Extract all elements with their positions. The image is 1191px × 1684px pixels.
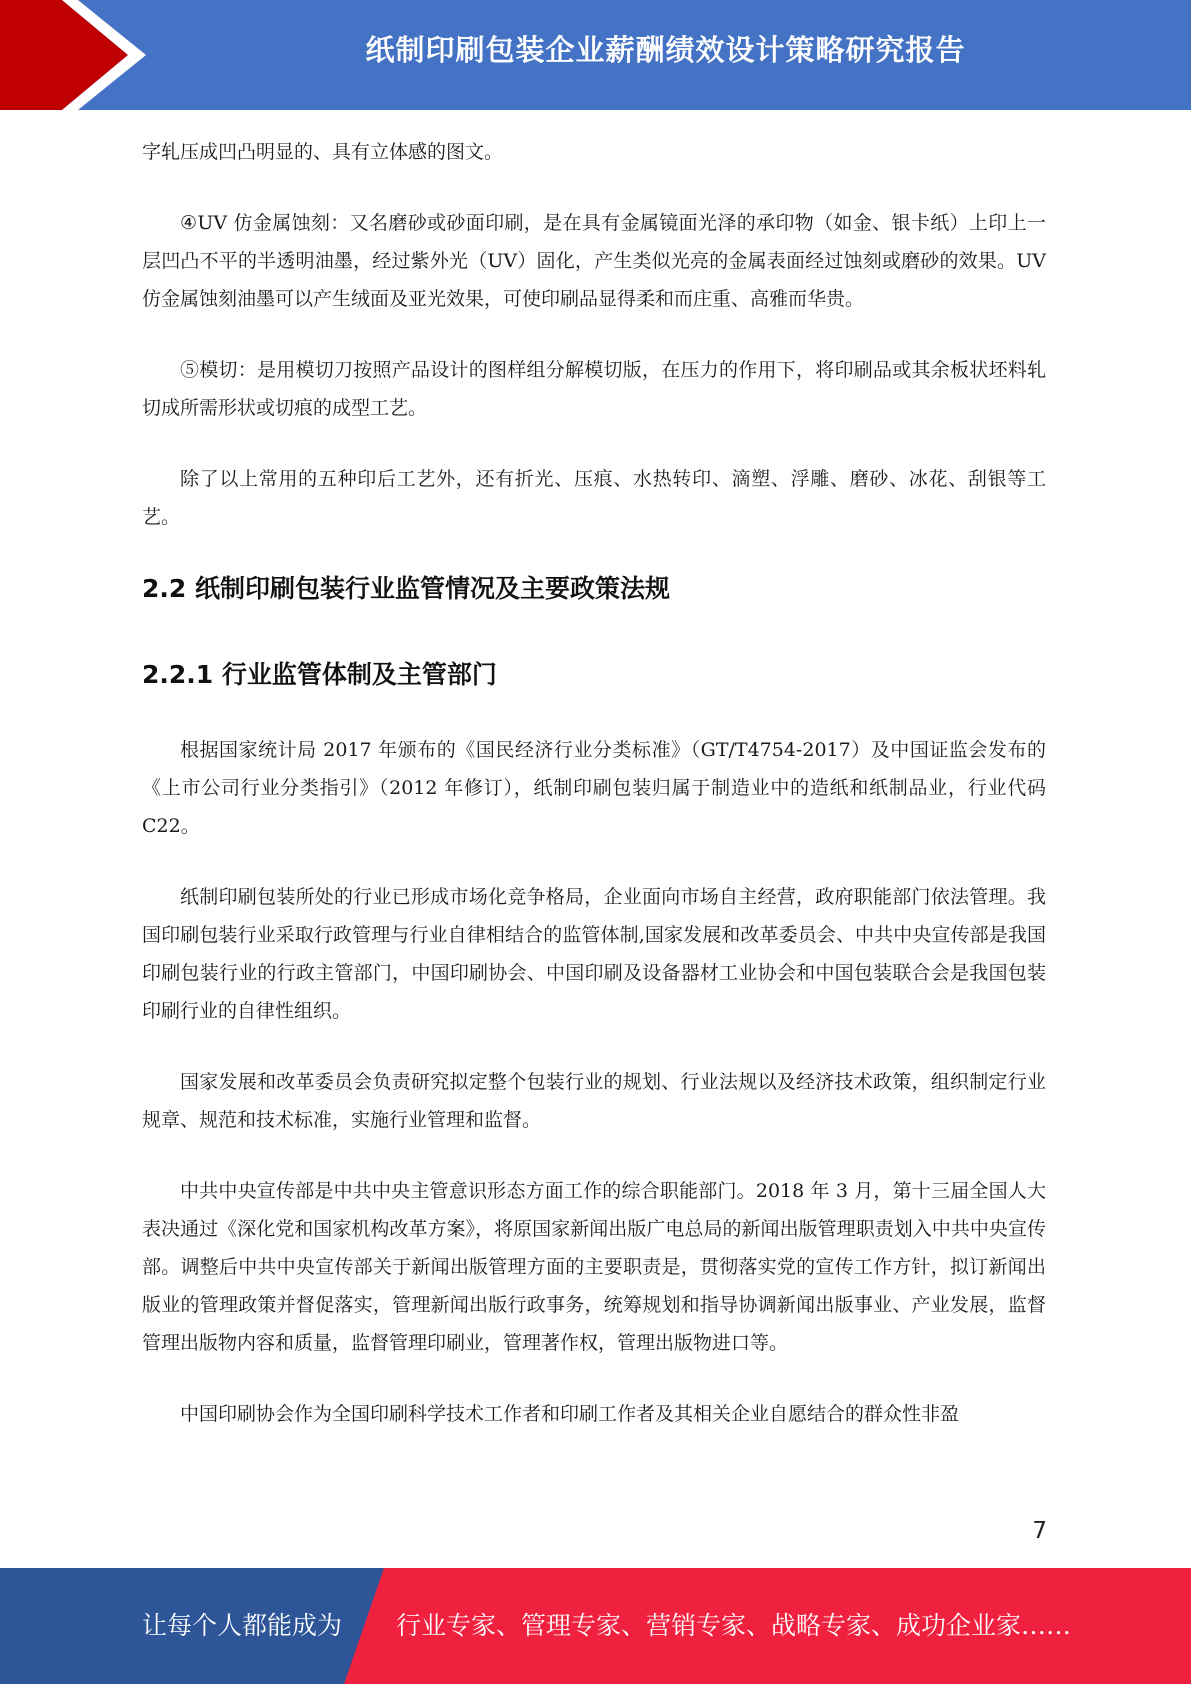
footer-slogan-right: 行业专家、管理专家、营销专家、战略专家、成功企业家…… bbox=[396, 1611, 1072, 1640]
paragraph-uv-etching: ④UV 仿金属蚀刻：又名磨砂或砂面印刷，是在具有金属镜面光泽的承印物（如金、银卡纸）上印上一层凹凸不平的半透明油墨，经过紫外光（UV）固化，产生类似光亮的金属表面经过蚀刻或磨砂的效果。UV 仿金属蚀刻油墨可以产生绒面及亚光效果，可使印刷品显得柔和而庄重、高雅而华贵。 bbox=[142, 212, 1046, 310]
paragraph-regulatory-system: 纸制印刷包装所处的行业已形成市场化竞争格局，企业面向市场自主经营，政府职能部门依法管理。我国印刷包装行业采取行政管理与行业自律相结合的监管体制,国家发展和改革委员会、中共中央宣传部是我国印刷包装行业的行政主管部门，中国印刷协会、中国印刷及设备器材工业协会和中国包装联合会是我国包装印刷行业的自律性组织。 bbox=[142, 886, 1046, 1022]
header-chevron-decoration bbox=[0, 0, 160, 110]
header-red-block bbox=[0, 0, 128, 110]
document-body bbox=[142, 133, 1046, 1433]
page-footer bbox=[0, 1568, 1191, 1684]
paragraph-industry-classification: 根据国家统计局 2017 年颁布的《国民经济行业分类标准》（GT/T4754-2017）及中国证监会发布的《上市公司行业分类指引》（2012 年修订），纸制印刷包装归属于制造业中的造纸和纸制品业，行业代码 C22。 bbox=[142, 739, 1046, 837]
paragraph-publicity-dept-role: 中共中央宣传部是中共中央主管意识形态方面工作的综合职能部门。2018 年 3 月，第十三届全国人大表决通过《深化党和国家机构改革方案》，将原国家新闻出版广电总局的新闻出版管理职责划入中共中央宣传部。调整后中共中央宣传部关于新闻出版管理方面的主要职责是，贯彻落实党的宣传工作方针，拟订新闻出版业的管理政策并督促落实，管理新闻出版行政事务，统筹规划和指导协调新闻出版事业、产业发展，监督管理出版物内容和质量，监督管理印刷业，管理著作权，管理出版物进口等。 bbox=[142, 1180, 1046, 1354]
paragraph-die-cutting: ⑤模切：是用模切刀按照产品设计的图样组分解模切版，在压力的作用下，将印刷品或其余板状坯料轧切成所需形状或切痕的成型工艺。 bbox=[142, 359, 1046, 419]
footer-slogan-left: 让每个人都能成为 bbox=[142, 1611, 343, 1640]
section-heading-2-2: 2.2 纸制印刷包装行业监管情况及主要政策法规 bbox=[142, 574, 670, 603]
section-heading-2-2-1: 2.2.1 行业监管体制及主管部门 bbox=[142, 660, 497, 689]
paragraph-printing-association: 中国印刷协会作为全国印刷科学技术工作者和印刷工作者及其相关企业自愿结合的群众性非盈 bbox=[180, 1403, 960, 1425]
page-header bbox=[0, 0, 1191, 110]
paragraph-continuation: 字轧压成凹凸明显的、具有立体感的图文。 bbox=[142, 141, 504, 163]
paragraph-ndrc-role: 国家发展和改革委员会负责研究拟定整个包装行业的规划、行业法规以及经济技术政策，组织制定行业规章、规范和技术标准，实施行业管理和监督。 bbox=[142, 1071, 1046, 1131]
paragraph-other-processes: 除了以上常用的五种印后工艺外，还有折光、压痕、水热转印、滴塑、浮雕、磨砂、冰花、刮银等工艺。 bbox=[142, 468, 1046, 528]
report-title: 纸制印刷包装企业薪酬绩效设计策略研究报告 bbox=[365, 33, 966, 67]
page-number: 7 bbox=[1032, 1518, 1047, 1544]
